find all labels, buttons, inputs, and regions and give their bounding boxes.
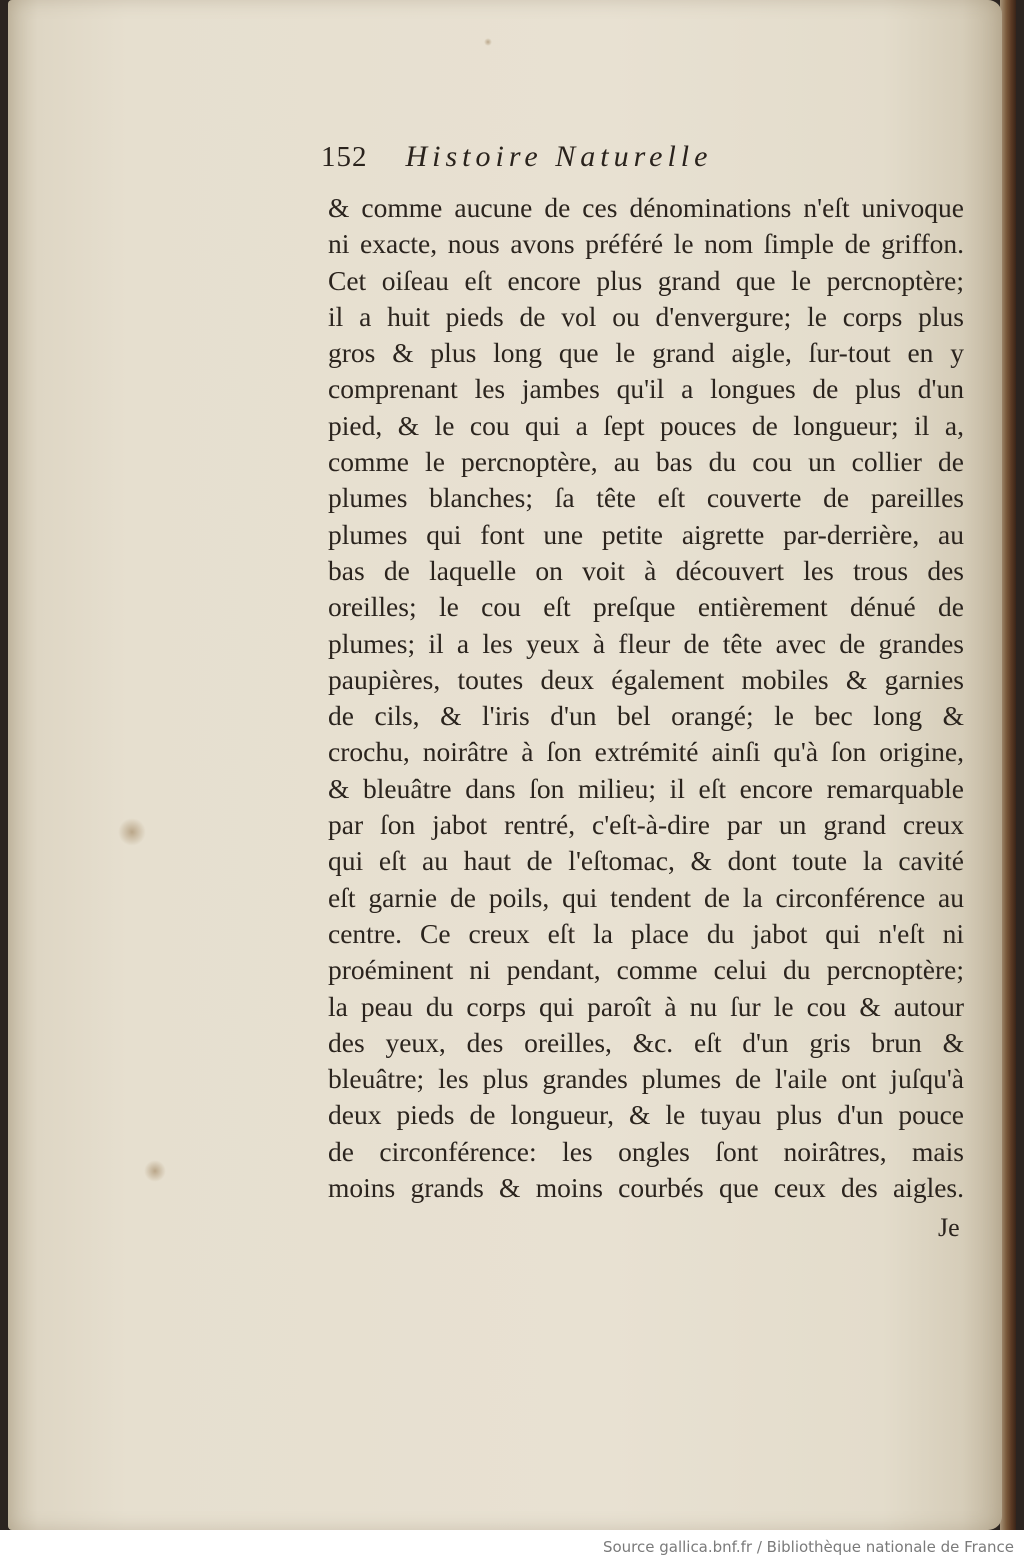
text-line: Cet oiſeau eſt encore plus grand que le percnoptère; (328, 264, 964, 296)
text-line: gros & plus long que le grand aigle, ſur-tout en y (328, 337, 964, 369)
text-line: & comme aucune de ces dénominations n'eſt univoque (328, 192, 964, 223)
source-attribution: Source gallica.bnf.fr / Bibliothèque nationale de France (602, 1538, 1014, 1556)
foxing-spot (484, 38, 492, 46)
page-number: 152 (321, 141, 368, 173)
text-line: de cils, & l'iris d'un bel orangé; le bec long & (328, 700, 964, 732)
text-line: comprenant les jambes qu'il a longues de plus d'un (328, 373, 964, 405)
text-line: bleuâtre; les plus grandes plumes de l'aile ont juſqu'à (328, 1063, 964, 1095)
text-line: comme le percnoptère, au bas du cou un collier de (328, 446, 964, 478)
body-text (328, 190, 964, 1206)
text-line: centre. Ce creux eſt la place du jabot qui n'eſt ni (328, 917, 964, 949)
text-line: proéminent ni pendant, comme celui du percnoptère; (328, 954, 964, 986)
text-line: par ſon jabot rentré, c'eſt-à-dire par un grand creux (328, 809, 964, 841)
text-line: des yeux, des oreilles, &c. eſt d'un gris brun & (328, 1026, 964, 1058)
text-line: eſt garnie de poils, qui tendent de la circonférence au (328, 881, 964, 913)
text-line: plumes blanches; ſa tête eſt couverte de pareilles (328, 482, 964, 514)
text-line: & bleuâtre dans ſon milieu; il eſt encore remarquable (328, 772, 964, 804)
text-line: qui eſt au haut de l'eſtomac, & dont toute la cavité (328, 845, 964, 877)
text-line: crochu, noirâtre à ſon extrémité ainſi qu'à ſon origine, (328, 736, 964, 768)
text-line: plumes qui font une petite aigrette par-derrière, au (328, 518, 964, 550)
foxing-spot (118, 818, 146, 846)
text-line: bas de laquelle on voit à découvert les trous des (328, 554, 964, 586)
foxing-spot (144, 1160, 166, 1182)
text-line: oreilles; le cou eſt preſque entièrement dénué de (328, 591, 964, 623)
text-line: ni exacte, nous avons préféré le nom ſimple de griffon. (328, 228, 964, 260)
text-line: la peau du corps qui paroît à nu ſur le cou & autour (328, 990, 964, 1022)
text-line: moins grands & moins courbés que ceux des aigles. (328, 1172, 964, 1204)
text-line: de circonférence: les ongles ſont noirâtres, mais (328, 1135, 964, 1167)
book-page-edge (1000, 0, 1016, 1530)
running-title: Histoire Naturelle (405, 140, 713, 173)
text-line: plumes; il a les yeux à fleur de tête avec de grandes (328, 627, 964, 659)
text-line: deux pieds de longueur, & le tuyau plus d'un pouce (328, 1099, 964, 1131)
page-header (321, 140, 881, 180)
catchword: Je (938, 1213, 960, 1242)
text-line: pied, & le cou qui a ſept pouces de longueur; il a, (328, 409, 964, 441)
text-line: il a huit pieds de vol ou d'envergure; le corps plus (328, 300, 964, 332)
text-line: paupières, toutes deux également mobiles & garnies (328, 663, 964, 695)
source-bar (0, 1530, 1024, 1563)
